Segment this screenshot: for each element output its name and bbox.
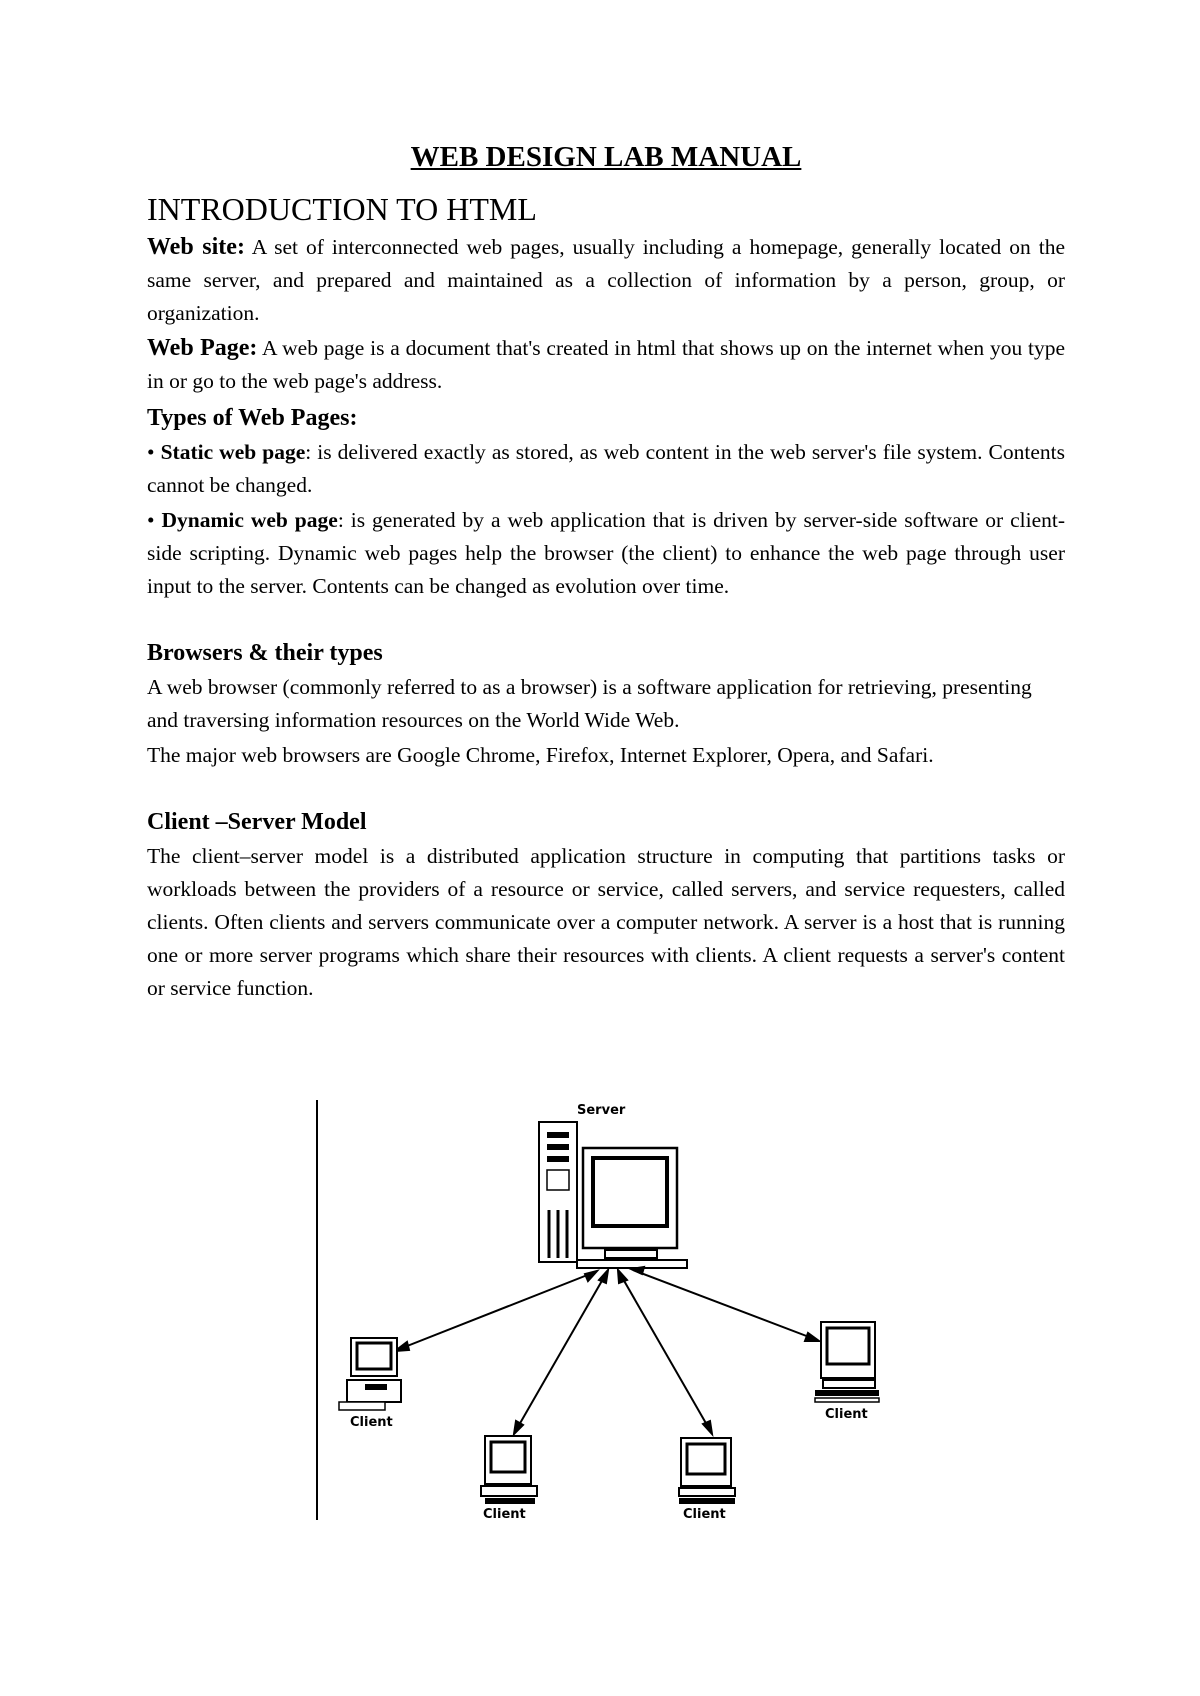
client-computer-icon — [679, 1438, 735, 1504]
diagram-svg — [315, 1100, 895, 1520]
dynamic-text: : is generated by a web application that is driven by server-side software or client-side scripting. Dynamic web pages help the browser (the client) to enhance the web page through user input to the server. Contents can be changed as evolution over time. — [147, 507, 1066, 598]
browsers-paragraph-2: The major web browsers are Google Chrome, Firefox, Internet Explorer, Opera, and Safari. — [147, 742, 934, 767]
server-monitor-icon — [577, 1148, 687, 1268]
client-computer-icon — [815, 1322, 879, 1402]
server-label: Server — [577, 1103, 626, 1118]
static-term: Static web page — [160, 439, 306, 464]
types-heading: Types of Web Pages: — [147, 404, 358, 431]
webpage-paragraph — [147, 332, 1065, 398]
client-label: Client — [825, 1407, 868, 1422]
bullet-icon: • — [147, 439, 155, 464]
dynamic-term: Dynamic web page — [161, 507, 338, 532]
webpage-term: Web Page: — [147, 334, 258, 361]
client-label: Client — [483, 1507, 526, 1520]
dynamic-page-item — [147, 504, 1065, 603]
website-term: Web site: — [147, 233, 245, 260]
client-computer-icon — [481, 1436, 537, 1504]
bullet-icon: • — [147, 507, 155, 532]
connection-arrows — [395, 1267, 819, 1434]
website-paragraph — [147, 231, 1065, 330]
server-tower-icon — [539, 1122, 577, 1262]
intro-heading: INTRODUCTION TO HTML — [147, 190, 537, 227]
static-text: : is delivered exactly as stored, as web content in the web server's file system. Contents cannot be changed. — [147, 439, 1065, 497]
client-computer-icon — [339, 1338, 401, 1410]
webpage-text: A web page is a document that's created in html that shows up on the internet when you type in or go to the web page's address. — [147, 335, 1066, 393]
client-server-diagram — [315, 1100, 895, 1520]
client-server-heading: Client –Server Model — [147, 808, 367, 835]
static-page-item — [147, 436, 1065, 502]
client-label: Client — [683, 1507, 726, 1520]
browsers-paragraph-1: A web browser (commonly referred to as a browser) is a software application for retrieving, presenting and traversing information resources on the World Wide Web. — [147, 674, 1032, 732]
client-label: Client — [350, 1415, 393, 1430]
website-text: A set of interconnected web pages, usually including a homepage, generally located on the same server, and prepared and maintained as a collection of information by a person, group, or organization. — [147, 234, 1065, 325]
client-server-paragraph: The client–server model is a distributed application structure in computing that partitions tasks or workloads between the providers of a resource or service, called servers, and service requesters, called clients. Often clients and servers communicate over a computer network. A server is a host that is running one or more server programs which share their resources with clients. A client requests a server's content or service function. — [147, 843, 1065, 1000]
document-page — [147, 140, 1065, 1007]
browsers-heading: Browsers & their types — [147, 639, 383, 666]
document-title: WEB DESIGN LAB MANUAL — [410, 141, 802, 173]
